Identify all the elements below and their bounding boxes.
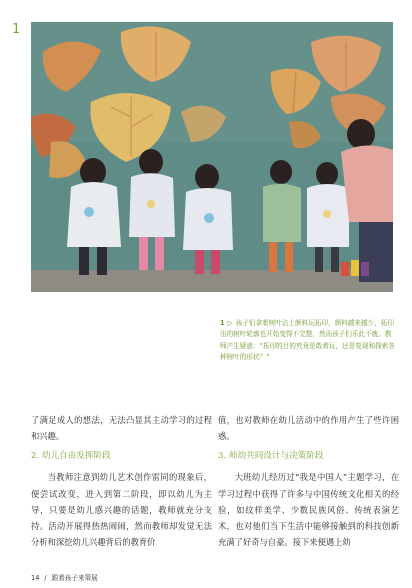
left-paragraph-1: 了满足成人的想法，无法凸显其主动学习的过程和兴趣。 bbox=[31, 415, 212, 442]
section-heading-2: 2. 幼儿自由发挥阶段 bbox=[31, 451, 111, 462]
magazine-title: 跟着孩子来策展 bbox=[51, 574, 98, 582]
page-number: 14 bbox=[31, 574, 40, 582]
page-footer bbox=[31, 572, 98, 582]
left-column bbox=[31, 412, 212, 550]
left-paragraph-2: 当教师注意到幼儿艺术创作雷同的现象后，便尝试改变，进入到第二阶段，即以幼儿为主导，只要是幼儿感兴趣的话题，教师就充分支持。活动开展得热热闹闹，然而教师却发觉无法分析和深挖幼儿兴趣背后的教育价 bbox=[31, 472, 212, 548]
figure-caption bbox=[220, 318, 396, 363]
figure-number: 1 bbox=[12, 22, 21, 37]
caption-text: 孩子们拿着树叶沾上颜料玩拓印，颜料越来越少，拓印出的树叶轮廓也开始变得不完整，然而孩子们乐此不疲。教师产生疑惑：“拓印的目的究竟是敢着玩，还是复现和探索各种树叶的形状？” bbox=[220, 319, 395, 361]
right-paragraph-2: 大班幼儿经历过“我是中国人”主题学习，在学习过程中获得了许多与中国传统文化相关的经验，如纹样美学、少数民族风俗、传统表演艺术，也对他们当下生活中能够接触到的科技创新充满了好奇与自豪。接下来便遇上幼 bbox=[218, 472, 399, 548]
right-column bbox=[218, 412, 399, 550]
section-heading-3: 3. 师幼共同设计与决策阶段 bbox=[218, 451, 324, 462]
right-paragraph-1: 值，也对教师在幼儿活动中的作用产生了些许困惑。 bbox=[218, 415, 399, 442]
caption-number: 1 bbox=[220, 319, 225, 327]
footer-separator: / bbox=[44, 574, 47, 582]
photo-children-leaf-printing bbox=[31, 22, 393, 292]
caption-arrow-icon: ▷ bbox=[227, 319, 233, 327]
